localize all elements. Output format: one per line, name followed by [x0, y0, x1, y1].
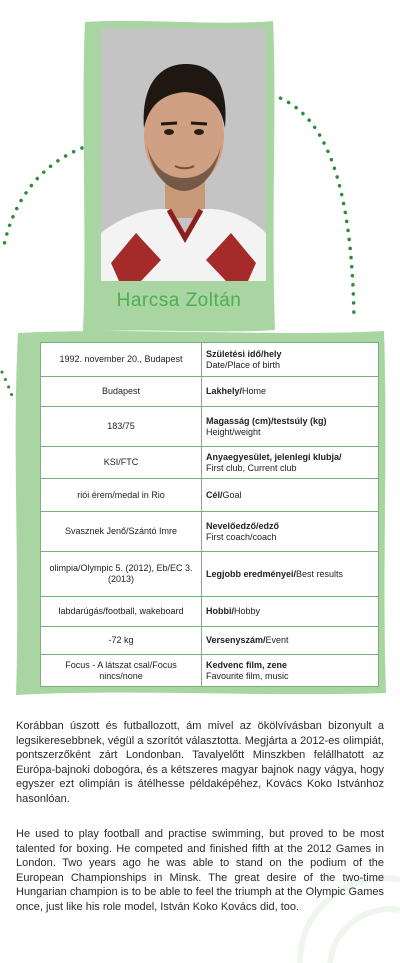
label-english: First club, Current club — [206, 462, 297, 473]
label-english: Date/Place of birth — [206, 359, 281, 370]
label-english: Goal — [222, 489, 242, 500]
table-cell-value: riói érem/medal in Rio — [41, 479, 202, 512]
table-cell-value: 1992. november 20., Budapest — [41, 343, 202, 377]
table-row — [41, 627, 379, 655]
table-cell-label — [202, 343, 379, 377]
portrait-illustration — [101, 28, 266, 281]
table-row — [41, 552, 379, 597]
table-row — [41, 447, 379, 479]
table-cell-value: KSI/FTC — [41, 447, 202, 479]
table-cell-value: -72 kg — [41, 627, 202, 655]
label-english: Home — [242, 386, 267, 396]
athlete-info-table — [40, 342, 379, 687]
label-english: Best results — [296, 568, 344, 579]
bio-hungarian: Korábban úszott és futballozott, ám mivel az ökölvívásban bizonyult a legsikeresebbnek, végül a szorítót választotta. Megjárta a 2012-es olimpiát, pontszerzőként zárt Londonban. Tavalyelőtt Minszkben felállhatott az Európa-bajnoki dobogóra, és a kétszeres magyar bajnok nagy vágya, hogy egyszer ezt olimpián is átélhesse példaképéhez, Kovács Koko Istvánhoz hasonlóan. — [16, 720, 384, 805]
table-cell-label — [202, 655, 379, 687]
table-cell-label — [202, 447, 379, 479]
table-cell-label — [202, 407, 379, 447]
table-row — [41, 512, 379, 552]
label-hungarian: Kedvenc film, zene — [206, 659, 288, 670]
table-cell-value: 183/75 — [41, 407, 202, 447]
label-hungarian: Hobbi/ — [206, 606, 234, 616]
table-cell-label — [202, 377, 379, 407]
table-cell-value: Svasznek Jenő/Szántó Imre — [41, 512, 202, 552]
athlete-name: Harcsa Zoltán — [116, 290, 242, 311]
label-hungarian: Lakhely/ — [206, 386, 243, 396]
table-cell-label — [202, 627, 379, 655]
table-cell-value: olimpia/Olympic 5. (2012), Eb/EC 3. (2013) — [41, 552, 202, 597]
table-row — [41, 479, 379, 512]
table-row — [41, 343, 379, 377]
label-english: First coach/coach — [206, 531, 277, 542]
label-english: Hobby — [234, 606, 261, 616]
table-cell-value: Budapest — [41, 377, 202, 407]
label-hungarian: Nevelőedző/edző — [206, 520, 280, 531]
table-cell-value: labdarúgás/football, wakeboard — [41, 597, 202, 627]
table-row — [41, 597, 379, 627]
bio-english: He used to play football and practise swimming, but proved to be most talented for boxing. He competed and finished fifth at the 2012 Games in London. Two years ago he was able to stand on the podium of the European Championships in Minsk. The great desire of the two-time Hungarian champion is to be able to feel the triumph at the Olympic Games once, just like his role model, István Koko Kovács did, too. — [16, 828, 384, 913]
table-cell-label — [202, 597, 379, 627]
table-row — [41, 407, 379, 447]
table-cell-value: Focus - A látszat csal/Focus nincs/none — [41, 655, 202, 687]
label-hungarian: Versenyszám/ — [206, 635, 266, 645]
label-english: Height/weight — [206, 426, 261, 437]
athlete-photo — [101, 28, 266, 281]
label-hungarian: Magasság (cm)/testsúly (kg) — [206, 415, 327, 426]
label-hungarian: Születési idő/hely — [206, 348, 282, 359]
label-english: Favourite film, music — [206, 670, 289, 681]
dotted-arc-right — [272, 95, 354, 320]
table-cell-label — [202, 552, 379, 597]
table-cell-label — [202, 512, 379, 552]
table-row — [41, 377, 379, 407]
label-hungarian: Legjobb eredményei/ — [206, 568, 297, 579]
table-cell-label — [202, 479, 379, 512]
label-english: Event — [265, 635, 289, 645]
label-hungarian: Cél/ — [206, 489, 223, 500]
table-row — [41, 655, 379, 687]
label-hungarian: Anyaegyesület, jelenlegi klubja/ — [206, 451, 342, 462]
dotted-arc-left — [4, 148, 82, 245]
